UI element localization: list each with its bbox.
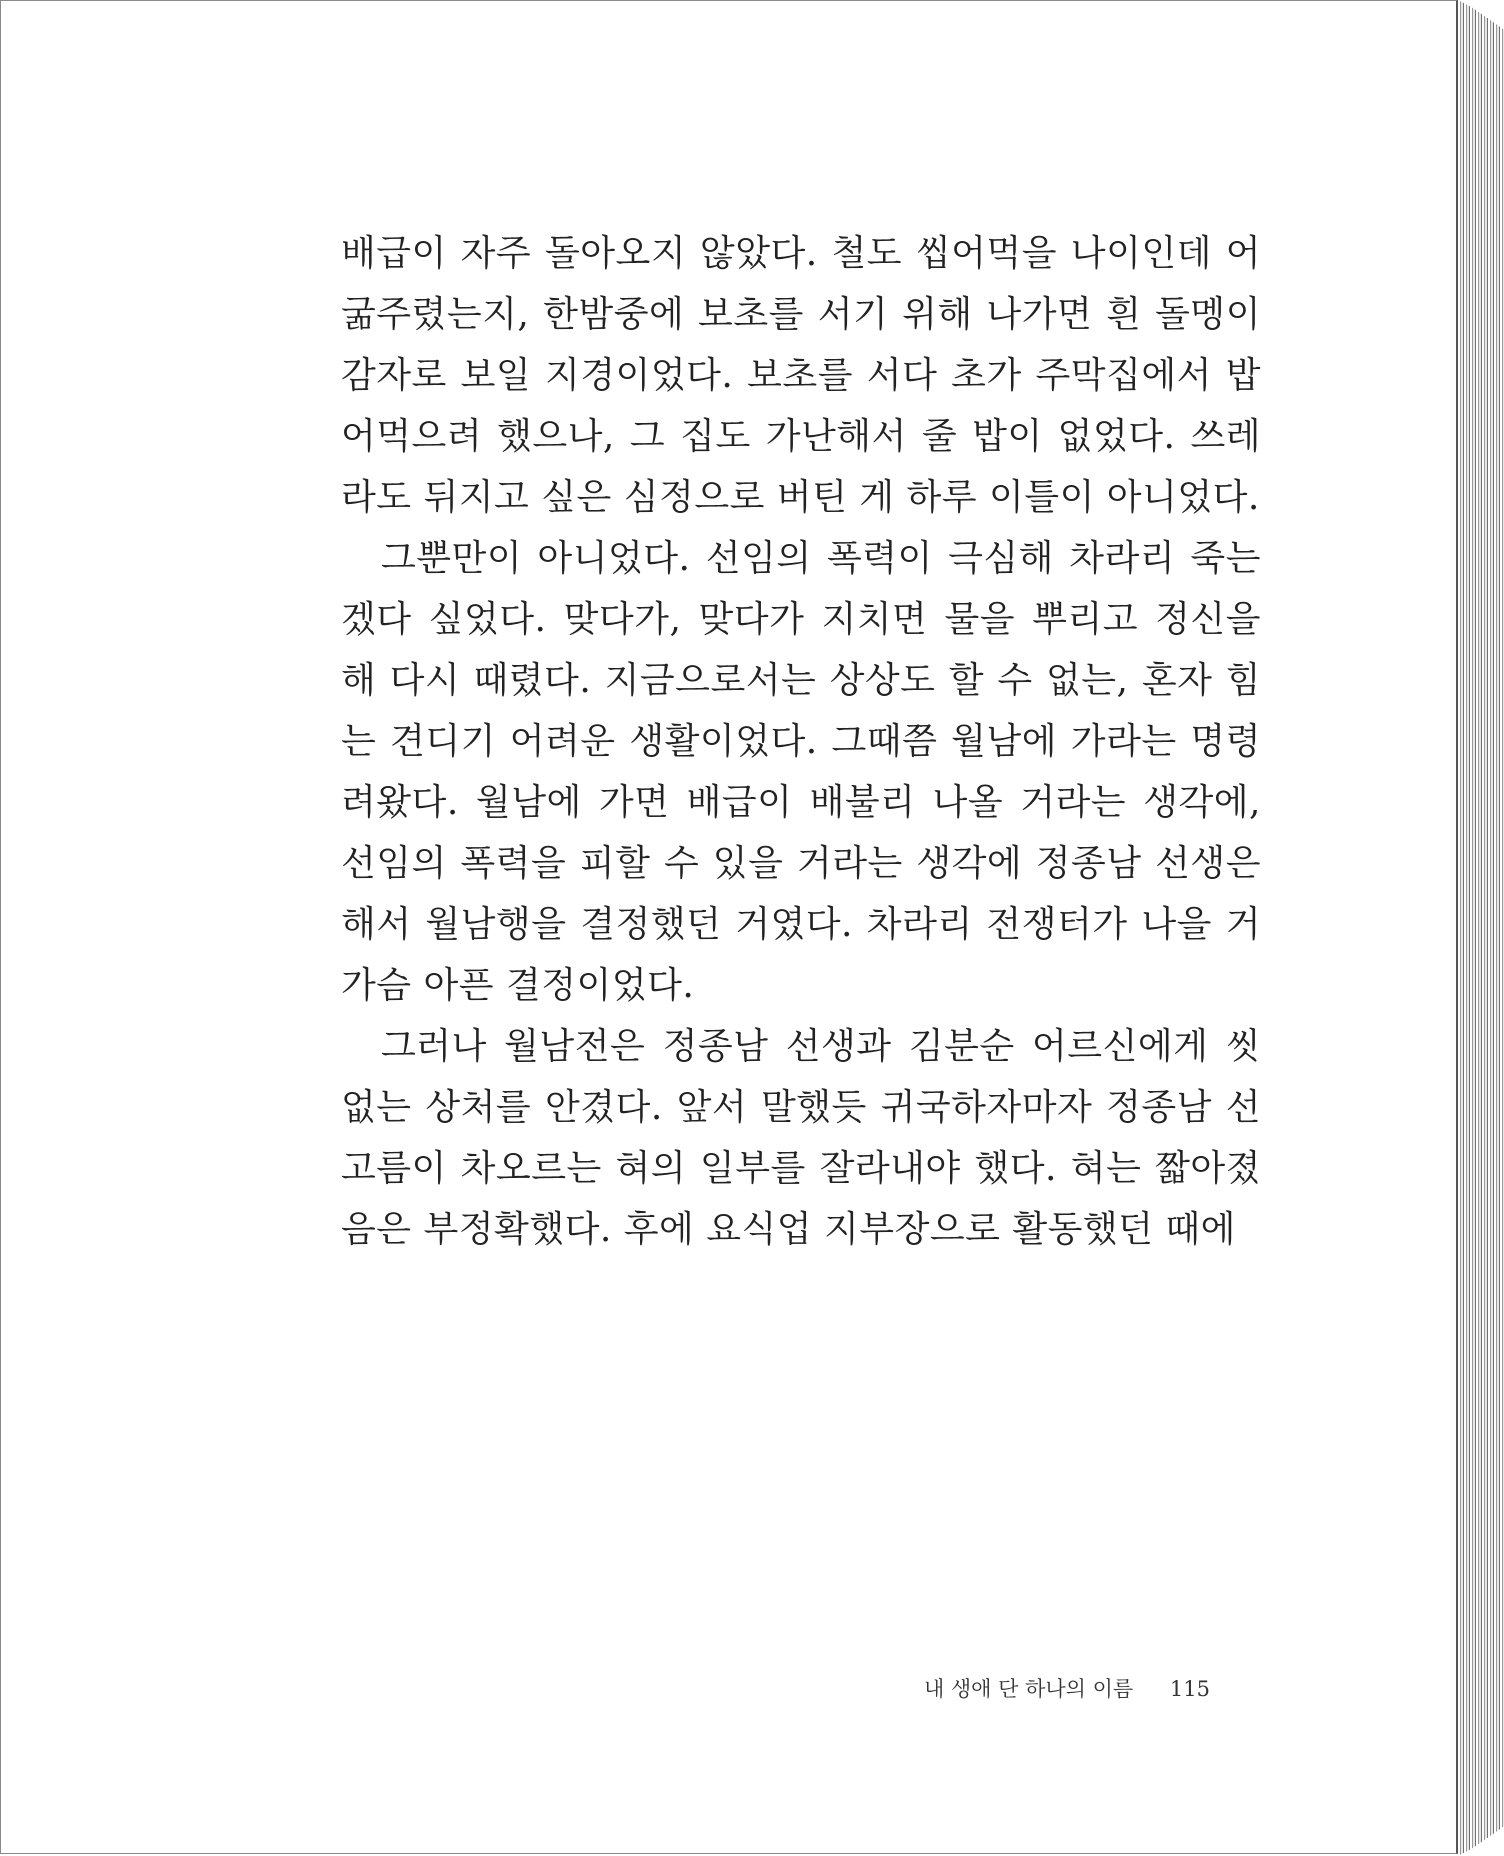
- paragraph: [341, 223, 1261, 528]
- text-line: 굶주렸는지, 한밤중에 보초를 서기 위해 나가면 흰 돌멩이: [341, 294, 1261, 335]
- running-title: 내 생애 단 하나의 이름: [923, 1677, 1134, 1701]
- text-line: 는 견디기 어려운 생활이었다. 그때쯤 월남에 가라는 명령: [341, 721, 1261, 762]
- paragraph: [341, 528, 1261, 1016]
- text-line: 어먹으려 했으나, 그 집도 가난해서 줄 밥이 없었다. 쓰레: [341, 416, 1261, 457]
- page-stack-edge: [1458, 0, 1504, 1856]
- text-line: 라도 뒤지고 싶은 심정으로 버틴 게 하루 이틀이 아니었다.: [341, 477, 1260, 518]
- text-line: 해서 월남행을 결정했던 거였다. 차라리 전쟁터가 나을 거: [341, 904, 1261, 945]
- body-text: [341, 223, 1261, 1260]
- text-line: 려왔다. 월남에 가면 배급이 배불리 나올 거라는 생각에,: [341, 782, 1261, 823]
- paragraph: [341, 1016, 1261, 1260]
- page-footer: [924, 1673, 1210, 1703]
- text-line: 겠다 싶었다. 맞다가, 맞다가 지치면 물을 뿌리고 정신을: [341, 599, 1261, 640]
- text-line: 선임의 폭력을 피할 수 있을 거라는 생각에 정종남 선생은: [341, 843, 1261, 884]
- text-line: 감자로 보일 지경이었다. 보초를 서다 초가 주막집에서 밥: [341, 355, 1261, 396]
- text-line: 음은 부정확했다. 후에 요식업 지부장으로 활동했던 때에: [341, 1209, 1236, 1250]
- text-line: 고름이 차오르는 혀의 일부를 잘라내야 했다. 혀는 짧아졌: [341, 1148, 1261, 1189]
- text-line: 그러나 월남전은 정종남 선생과 김분순 어르신에게 씻: [381, 1026, 1261, 1067]
- text-line: 가슴 아픈 결정이었다.: [341, 965, 695, 1006]
- page-number: 115: [1169, 1677, 1210, 1701]
- text-line: 해 다시 때렸다. 지금으로서는 상상도 할 수 없는, 혼자 힘: [341, 660, 1261, 701]
- text-line: 그뿐만이 아니었다. 선임의 폭력이 극심해 차라리 죽는: [381, 538, 1261, 579]
- text-line: 없는 상처를 안겼다. 앞서 말했듯 귀국하자마자 정종남 선: [341, 1087, 1261, 1128]
- text-line: 배급이 자주 돌아오지 않았다. 철도 씹어먹을 나이인데 어: [341, 233, 1261, 274]
